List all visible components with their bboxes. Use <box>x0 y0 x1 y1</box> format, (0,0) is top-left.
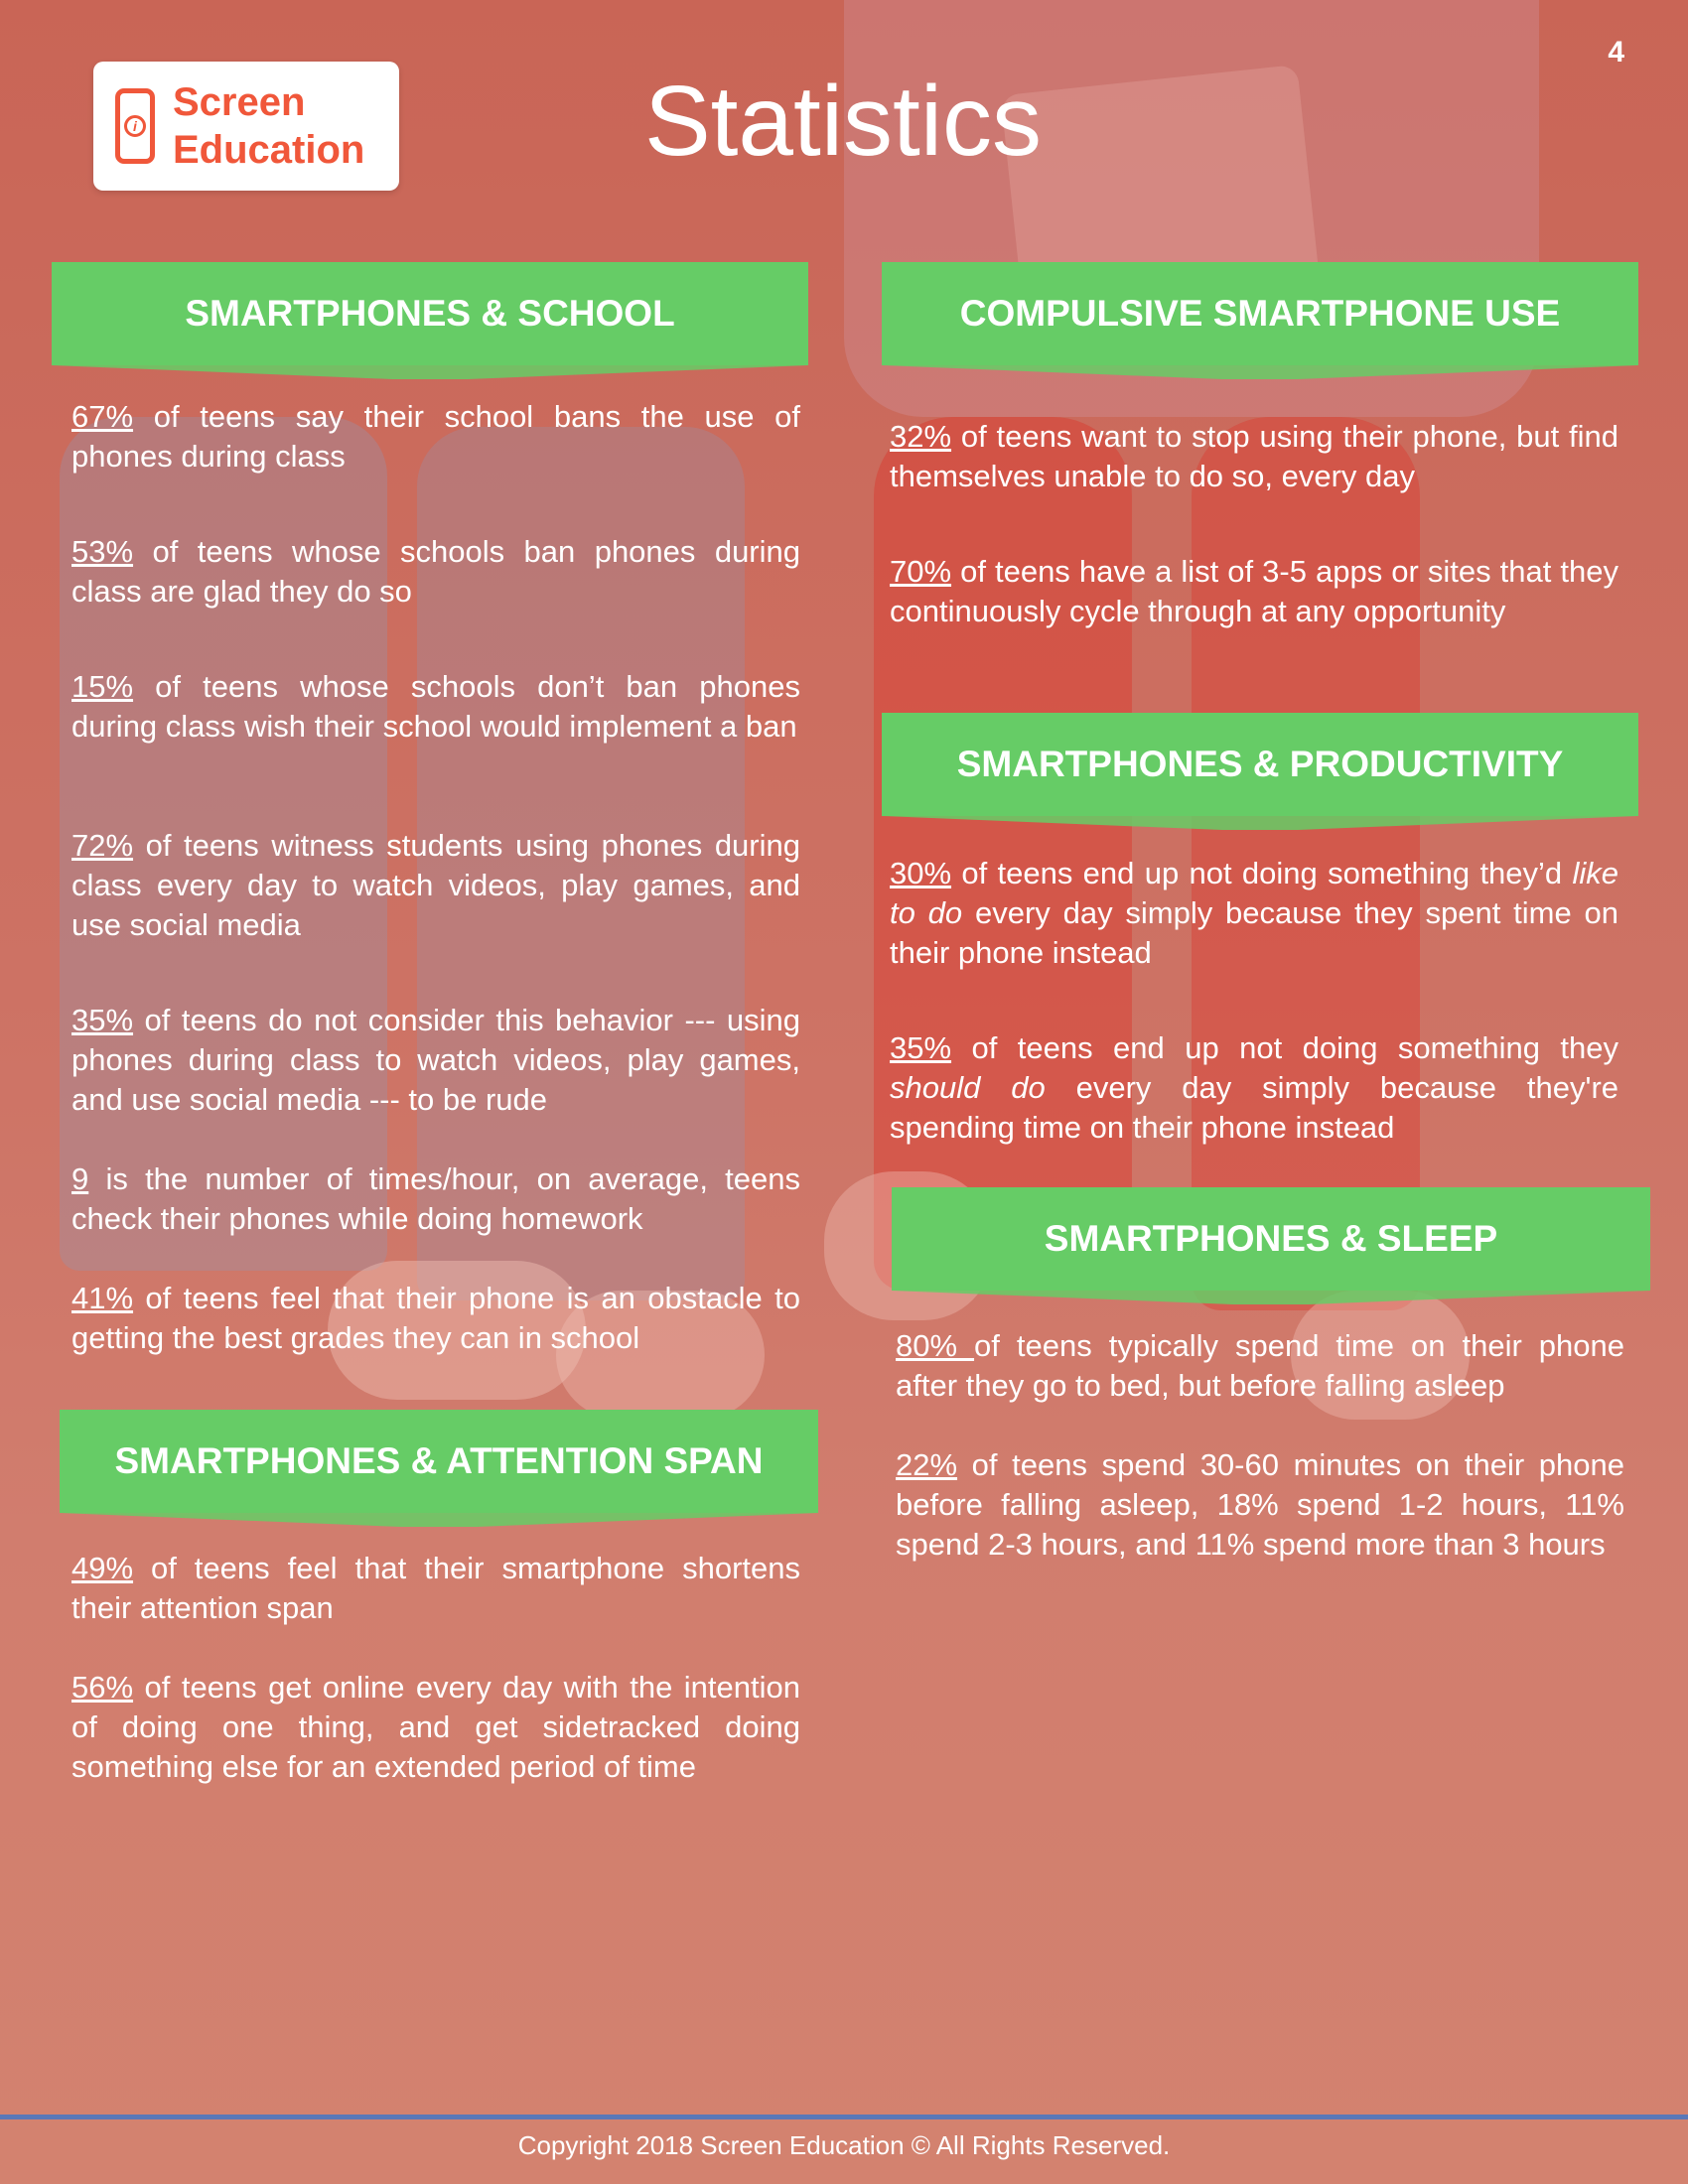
copyright-footer: Copyright 2018 Screen Education © All Rights Reserved. <box>517 2130 1171 2160</box>
stat-text: of teens say their school bans the use of phones during class <box>71 399 800 474</box>
stat-item <box>71 1549 800 1628</box>
stat-item <box>890 552 1618 631</box>
footer-rule <box>0 2115 1688 2119</box>
stat-text-emphasis: should do <box>890 1070 1046 1105</box>
section-heading-compulsive-use: COMPULSIVE SMARTPHONE USE <box>882 262 1638 365</box>
stat-value: 67% <box>71 399 134 434</box>
phone-info-icon: i <box>115 88 155 164</box>
stat-value: 56% <box>71 1670 134 1705</box>
stat-value: 32% <box>890 419 952 454</box>
stat-text: of teens want to stop using their phone, but find themselves unable to do so, every day <box>890 419 1618 493</box>
stat-item <box>71 397 800 477</box>
stat-value: 70% <box>890 554 952 589</box>
stat-value: 15% <box>71 669 134 704</box>
page-title-text: Statistics <box>643 66 1043 177</box>
stat-value: 72% <box>71 828 134 863</box>
section-heading-productivity: SMARTPHONES & PRODUCTIVITY <box>882 713 1638 816</box>
stat-value: 35% <box>71 1003 134 1037</box>
stat-text: every day simply because they spent time on their phone instead <box>890 895 1618 970</box>
section-heading-attention-span: SMARTPHONES & ATTENTION SPAN <box>60 1410 818 1513</box>
stat-text: of teens get online every day with the intention of doing one thing, and get sidetracked doing something else for an extended period of time <box>71 1670 800 1784</box>
stat-text: of teens feel that their phone is an obstacle to getting the best grades they can in school <box>71 1281 800 1355</box>
stat-item <box>896 1326 1624 1406</box>
stat-item <box>890 417 1618 496</box>
stat-value: 49% <box>71 1551 134 1585</box>
stat-value: 80% <box>896 1328 975 1363</box>
stat-item <box>71 1668 800 1787</box>
stat-value: 22% <box>896 1447 958 1482</box>
stat-item <box>71 1001 800 1120</box>
stat-item <box>71 826 800 945</box>
logo-line-1: Screen <box>173 80 306 124</box>
stat-text: of teens have a list of 3-5 apps or sites that they continuously cycle through at any opportunity <box>890 554 1618 628</box>
stat-item <box>890 854 1618 973</box>
logo-line-2: Education <box>173 128 365 172</box>
stat-item <box>890 1028 1618 1148</box>
stat-text: of teens do not consider this behavior --- using phones during class to watch videos, play games, and use social media --- to be rude <box>71 1003 800 1117</box>
stat-item <box>71 532 800 612</box>
stat-value: 30% <box>890 856 952 890</box>
stat-text-emphasis: like to do <box>890 856 1618 930</box>
stat-text: of teens whose schools ban phones during class are glad they do so <box>71 534 800 609</box>
stat-item <box>896 1445 1624 1565</box>
stat-text: every day simply because they're spending time on their phone instead <box>890 1070 1619 1145</box>
page-number: 4 <box>1608 36 1624 68</box>
page-title <box>0 62 1688 181</box>
stat-value: 41% <box>71 1281 134 1315</box>
stat-text: of teens whose schools don’t ban phones during class wish their school would implement a ban <box>71 669 800 744</box>
stat-text: of teens typically spend time on their phone after they go to bed, but before falling asleep <box>896 1328 1624 1403</box>
stat-value: 53% <box>71 534 134 569</box>
stat-text: of teens witness students using phones during class every day to watch videos, play games, and use social media <box>71 828 800 942</box>
stat-text: of teens end up not doing something they’d <box>951 856 1573 890</box>
section-heading-school: SMARTPHONES & SCHOOL <box>52 262 808 365</box>
section-heading-sleep: SMARTPHONES & SLEEP <box>892 1187 1650 1291</box>
stat-text: is the number of times/hour, on average, teens check their phones while doing homework <box>71 1161 800 1236</box>
stat-value: 9 <box>71 1161 89 1196</box>
stat-item <box>71 667 800 747</box>
stat-text: of teens feel that their smartphone shortens their attention span <box>71 1551 800 1625</box>
stat-item <box>71 1160 800 1239</box>
stat-value: 35% <box>890 1030 952 1065</box>
stat-item <box>71 1279 800 1358</box>
stat-text: of teens spend 30-60 minutes on their phone before falling asleep, 18% spend 1-2 hours, 11% spend 2-3 hours, and 11% spend more than 3 hours <box>896 1447 1624 1562</box>
stat-text: of teens end up not doing something they <box>951 1030 1618 1065</box>
